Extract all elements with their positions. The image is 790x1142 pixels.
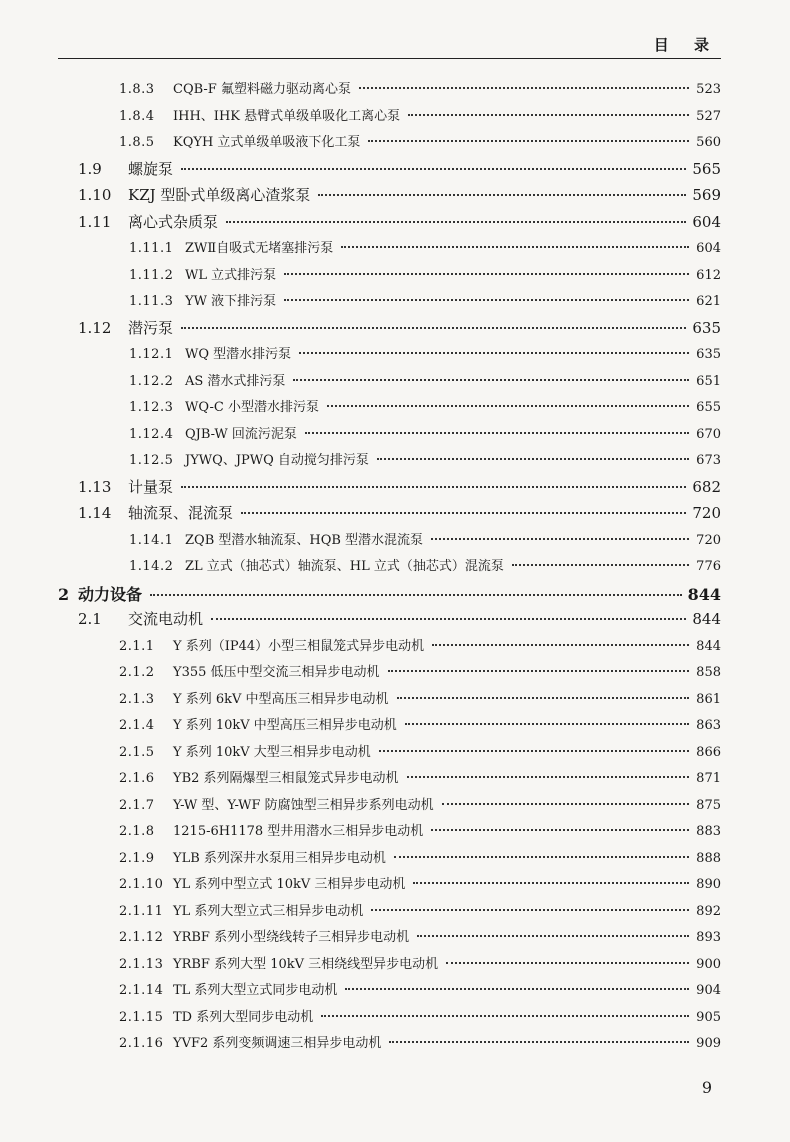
toc-entry-number: 1.12	[78, 318, 112, 337]
toc-entry-number: 1.12.2	[129, 373, 174, 389]
toc-entry-number: 1.12.3	[129, 400, 174, 415]
dot-leader	[377, 458, 689, 460]
toc-entry[interactable]	[0, 582, 721, 604]
dot-leader	[226, 221, 686, 223]
toc-entry-number: 2.1.5	[119, 744, 155, 760]
toc-entry-page: 890	[696, 877, 721, 892]
dot-leader	[371, 909, 689, 911]
toc-entry-number: 1.14.2	[129, 559, 174, 574]
toc-entry-number: 2.1.8	[119, 824, 155, 839]
toc-entry-title: 离心式杂质泵	[128, 212, 219, 231]
toc-entry[interactable]	[0, 211, 721, 233]
toc-entry[interactable]	[0, 979, 721, 1001]
dot-leader	[368, 140, 689, 142]
toc-entry-page: 720	[692, 504, 721, 522]
toc-entry-title: KQYH 立式单级单吸液下化工泵	[173, 135, 361, 150]
toc-entry[interactable]	[0, 688, 721, 710]
toc-entry[interactable]	[0, 953, 721, 975]
toc-entry-page: 863	[696, 718, 721, 733]
toc-entry[interactable]	[0, 423, 721, 445]
toc-entry[interactable]	[0, 926, 721, 948]
toc-entry-number: 1.12.5	[129, 453, 174, 468]
toc-entry-title: JYWQ、JPWQ 自动搅匀排污泵	[185, 453, 369, 468]
toc-entry-number: 2.1.1	[119, 638, 155, 654]
toc-entry[interactable]	[0, 847, 721, 869]
toc-entry[interactable]	[0, 264, 721, 286]
toc-entry[interactable]	[0, 237, 721, 259]
toc-entry-title: KZJ 型卧式单级离心渣浆泵	[128, 186, 311, 204]
toc-entry-number: 2.1.3	[119, 691, 155, 707]
toc-entry[interactable]	[0, 555, 721, 577]
toc-entry-title: WQ-C 小型潜水排污泵	[185, 400, 319, 415]
toc-entry-title: WQ 型潜水排污泵	[185, 347, 292, 362]
dot-leader	[397, 697, 689, 699]
toc-entry-title: IHH、IHK 悬臂式单级单吸化工离心泵	[173, 108, 401, 124]
toc-entry-number: 2.1.12	[119, 930, 164, 945]
toc-entry-number: 2.1.10	[119, 877, 164, 892]
dot-leader	[284, 299, 689, 301]
toc-entry[interactable]	[0, 131, 721, 153]
toc-entry[interactable]	[0, 900, 721, 922]
dot-leader	[241, 512, 686, 514]
toc-entry-page: 569	[692, 186, 721, 204]
toc-entry-page: 875	[696, 797, 721, 813]
toc-entry-title: YRBF 系列小型绕线转子三相异步电动机	[173, 930, 410, 945]
dot-leader	[446, 962, 689, 964]
dot-leader	[379, 750, 689, 752]
toc-entry-title: QJB-W 回流污泥泵	[185, 426, 297, 442]
toc-entry-page: 905	[696, 1009, 721, 1025]
toc-entry-page: 670	[696, 426, 721, 442]
toc-entry-page: 904	[696, 983, 721, 998]
toc-entry-number: 2.1.4	[119, 718, 155, 733]
toc-entry-title: 轴流泵、混流泵	[128, 504, 234, 522]
toc-entry[interactable]	[0, 317, 721, 339]
toc-entry-page: 844	[696, 638, 721, 654]
toc-entry-page: 655	[696, 400, 721, 415]
toc-entry-page: 560	[696, 135, 721, 150]
dot-leader	[150, 594, 682, 596]
toc-entry-page: 776	[696, 559, 721, 574]
toc-entry[interactable]	[0, 370, 721, 392]
toc-entry-title: YLB 系列深井水泵用三相异步电动机	[173, 850, 386, 866]
dot-leader	[388, 670, 689, 672]
toc-entry-number: 1.12.1	[129, 347, 174, 362]
toc-entry-page: 682	[692, 477, 721, 496]
toc-entry[interactable]	[0, 635, 721, 657]
toc-entry-title: ZQB 型潜水轴流泵、HQB 型潜水混流泵	[185, 532, 424, 548]
toc-entry[interactable]	[0, 608, 721, 630]
header-title: 目 录	[653, 36, 719, 54]
dot-leader	[432, 644, 689, 646]
toc-entry-number: 2	[58, 584, 70, 604]
toc-entry[interactable]	[0, 820, 721, 842]
toc-entry-page: 635	[696, 347, 721, 362]
dot-leader	[512, 564, 689, 566]
dot-leader	[405, 723, 689, 725]
toc-entry-number: 1.12.4	[129, 426, 174, 442]
toc-entry-title: 交流电动机	[128, 610, 204, 628]
dot-leader	[431, 538, 689, 540]
toc-entry-title: YVF2 系列变频调速三相异步电动机	[173, 1036, 382, 1051]
toc-entry-title: 1215-6H1178 型井用潜水三相异步电动机	[173, 824, 424, 839]
toc-entry[interactable]	[0, 529, 721, 551]
toc-entry-title: TD 系列大型同步电动机	[173, 1009, 314, 1025]
toc-entry-title: YRBF 系列大型 10kV 三相绕线型异步电动机	[173, 956, 439, 972]
toc-entry[interactable]	[0, 449, 721, 471]
dot-leader	[181, 168, 686, 170]
dot-leader	[318, 194, 686, 196]
toc-entry[interactable]	[0, 767, 721, 789]
toc-entry-title: 潜污泵	[128, 318, 174, 337]
toc-entry-title: WL 立式排污泵	[185, 267, 277, 283]
toc-entry[interactable]	[0, 78, 721, 100]
toc-entry-number: 2.1.9	[119, 850, 155, 866]
toc-entry[interactable]	[0, 184, 721, 206]
toc-entry-title: YB2 系列隔爆型三相鼠笼式异步电动机	[173, 771, 399, 786]
toc-entry-number: 1.8.4	[119, 108, 155, 124]
dot-leader	[341, 246, 689, 248]
dot-leader	[211, 618, 686, 620]
toc-entry-page: 565	[692, 159, 721, 178]
toc-entry[interactable]	[0, 105, 721, 127]
dot-leader	[407, 776, 689, 778]
toc-entry[interactable]	[0, 396, 721, 418]
dot-leader	[389, 1041, 689, 1043]
toc-entry-page: 673	[696, 453, 721, 468]
toc-entry-number: 2.1.11	[119, 903, 164, 919]
toc-entry-title: Y 系列 10kV 大型三相异步电动机	[173, 744, 371, 760]
toc-entry[interactable]	[0, 1006, 721, 1028]
toc-entry-page: 883	[696, 824, 721, 839]
toc-entry-number: 2.1.2	[119, 665, 155, 680]
toc-entry-number: 2.1.15	[119, 1009, 164, 1025]
toc-entry-number: 2.1.6	[119, 771, 155, 786]
toc-entry-number: 1.8.5	[119, 135, 155, 150]
toc-entry-page: 604	[692, 212, 721, 231]
toc-entry[interactable]	[0, 343, 721, 365]
dot-leader	[181, 486, 686, 488]
dot-leader	[293, 379, 689, 381]
dot-leader	[394, 856, 689, 858]
toc-entry-page: 909	[696, 1036, 721, 1051]
toc-entry-number: 1.9	[78, 159, 102, 178]
dot-leader	[431, 829, 689, 831]
toc-entry-page: 844	[687, 584, 721, 604]
toc-entry-number: 2.1.7	[119, 797, 155, 813]
toc-entry[interactable]	[0, 476, 721, 498]
toc-entry-page: 527	[696, 108, 721, 124]
dot-leader	[284, 273, 689, 275]
toc-entry-number: 2.1.14	[119, 983, 164, 998]
toc-entry-page: 720	[696, 532, 721, 548]
toc-entry[interactable]	[0, 661, 721, 683]
toc-entry-page: 612	[696, 267, 721, 283]
dot-leader	[305, 432, 689, 434]
toc-entry-title: ZWⅡ自吸式无堵塞排污泵	[185, 241, 334, 256]
toc-entry-page: 871	[696, 771, 721, 786]
toc-entry-page: 844	[692, 610, 721, 628]
toc-entry-number: 1.13	[78, 477, 112, 496]
toc-entry-number: 1.8.3	[119, 82, 155, 97]
toc-entry[interactable]	[0, 290, 721, 312]
dot-leader	[442, 803, 689, 805]
toc-entry-title: Y 系列 10kV 中型高压三相异步电动机	[173, 718, 397, 733]
toc-entry-title: CQB-F 氟塑料磁力驱动离心泵	[173, 82, 351, 97]
toc-entry-page: 604	[696, 241, 721, 256]
toc-entry-number: 1.11	[78, 212, 112, 231]
toc-entry-page: 892	[696, 903, 721, 919]
toc-entry-title: 螺旋泵	[128, 159, 174, 178]
toc-entry[interactable]	[0, 502, 721, 524]
toc-entry[interactable]	[0, 741, 721, 763]
dot-leader	[417, 935, 689, 937]
toc-entry-number: 2.1.16	[119, 1036, 164, 1051]
toc-entry-number: 2.1.13	[119, 956, 164, 972]
toc-entry-page: 858	[696, 665, 721, 680]
toc-entry-number: 1.14.1	[129, 532, 174, 548]
toc-entry-title: AS 潜水式排污泵	[185, 373, 286, 389]
toc-entry-page: 523	[696, 82, 721, 97]
toc-entry-page: 900	[696, 956, 721, 972]
dot-leader	[181, 327, 686, 329]
toc-entry-number: 1.14	[78, 504, 112, 522]
toc-entry-page: 621	[696, 294, 721, 309]
dot-leader	[359, 87, 689, 89]
toc-entry-title: ZL 立式（抽芯式）轴流泵、HL 立式（抽芯式）混流泵	[185, 559, 504, 574]
toc-entry-title: Y-W 型、Y-WF 防腐蚀型三相异步系列电动机	[173, 797, 434, 813]
dot-leader	[408, 114, 689, 116]
dot-leader	[321, 1015, 689, 1017]
toc-entry-title: YL 系列大型立式三相异步电动机	[173, 903, 364, 919]
toc-entry-page: 888	[696, 850, 721, 866]
toc-entry-page: 651	[696, 373, 721, 389]
dot-leader	[413, 882, 689, 884]
toc-entry[interactable]	[0, 714, 721, 736]
toc-entry-number: 1.10	[78, 186, 112, 204]
toc-entry[interactable]	[0, 873, 721, 895]
toc-entry[interactable]	[0, 158, 721, 180]
toc-entry-title: Y 系列 6kV 中型高压三相异步电动机	[173, 691, 389, 707]
toc-entry-title: Y355 低压中型交流三相异步电动机	[173, 665, 380, 680]
toc-entry-title: 计量泵	[128, 477, 174, 496]
toc-entry[interactable]	[0, 1032, 721, 1054]
toc-entry-number: 1.11.1	[129, 241, 174, 256]
toc-entry[interactable]	[0, 794, 721, 816]
toc-entry-title: Y 系列（IP44）小型三相鼠笼式异步电动机	[173, 638, 425, 654]
toc-entry-page: 893	[696, 930, 721, 945]
toc-entry-page: 635	[692, 318, 721, 337]
page-number: 9	[701, 1078, 712, 1097]
toc-entry-number: 2.1	[78, 610, 102, 628]
toc-entry-page: 866	[696, 744, 721, 760]
toc-entry-number: 1.11.3	[129, 294, 174, 309]
toc-entry-page: 861	[696, 691, 721, 707]
toc-entry-title: YW 液下排污泵	[185, 294, 277, 309]
dot-leader	[327, 405, 689, 407]
toc-entry-title: YL 系列中型立式 10kV 三相异步电动机	[173, 877, 406, 892]
toc-entry-number: 1.11.2	[129, 267, 174, 283]
toc-entry-title: TL 系列大型立式同步电动机	[173, 983, 338, 998]
dot-leader	[299, 352, 689, 354]
dot-leader	[345, 988, 689, 990]
toc-entry-title: 动力设备	[78, 584, 143, 604]
